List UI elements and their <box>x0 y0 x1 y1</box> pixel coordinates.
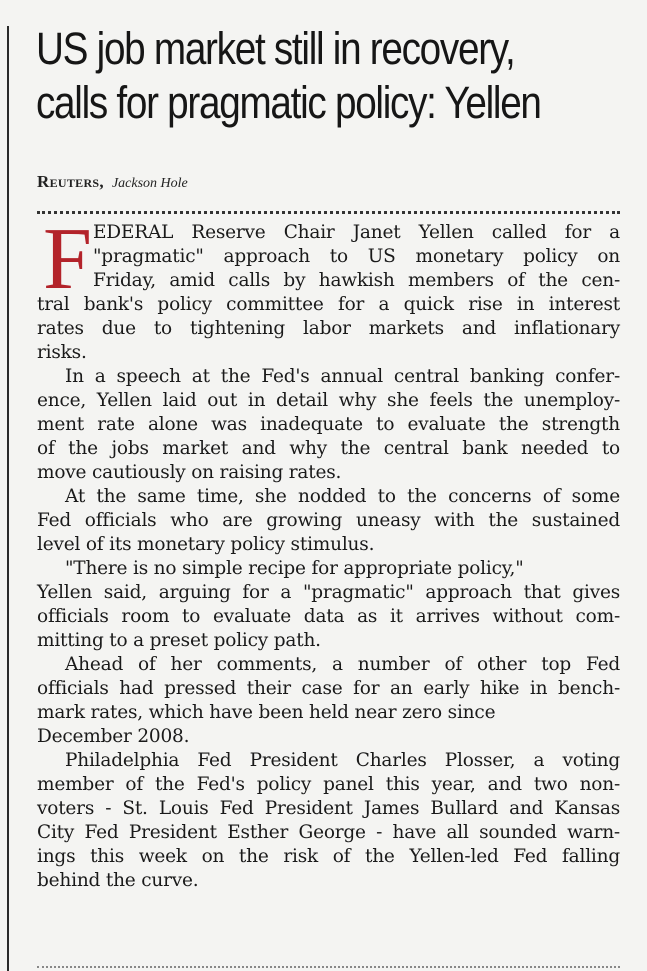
bottom-divider <box>37 966 620 968</box>
article-line: member of the Fed's policy panel this year, and two non- <box>37 774 620 795</box>
article-line: At the same time, she nodded to the concerns of some <box>65 486 620 507</box>
drop-cap: F <box>43 211 92 308</box>
article-line: "There is no simple recipe for appropriate policy," <box>65 558 524 579</box>
article-line: level of its monetary policy stimulus. <box>37 534 375 555</box>
article-line: officials room to evaluate data as it arrives without com- <box>37 606 620 627</box>
article-body <box>37 211 620 893</box>
article-line: Yellen said, arguing for a "pragmatic" approach that gives <box>37 582 620 603</box>
article-line: move cautiously on raising rates. <box>37 462 342 483</box>
article-line: "pragmatic" approach to US monetary policy on <box>93 246 620 267</box>
column-rule <box>7 26 9 971</box>
byline-dateline: Jackson Hole <box>111 176 188 191</box>
headline <box>36 22 552 130</box>
dotted-divider <box>37 211 620 214</box>
headline-line: US job market still in recovery, <box>36 23 515 74</box>
article-line: risks. <box>37 342 87 363</box>
article-line: ings this week on the risk of the Yellen-led Fed falling <box>37 846 620 867</box>
article-line: In a speech at the Fed's annual central banking confer- <box>65 366 620 387</box>
article-line: mark rates, which have been held near zero since <box>37 702 496 723</box>
article-line: voters - St. Louis Fed President James Bullard and Kansas <box>37 798 620 819</box>
article-line: of the jobs market and why the central bank needed to <box>37 438 620 459</box>
article-line: EDERAL Reserve Chair Janet Yellen called for a <box>93 222 620 243</box>
article-line: behind the curve. <box>37 870 199 891</box>
article-line: Fed officials who are growing uneasy with the sustained <box>37 510 620 531</box>
article-line: ment rate alone was inadequate to evaluate the strength <box>37 414 620 435</box>
article-line: December 2008. <box>37 726 190 747</box>
article-line: rates due to tightening labor markets and inflationary <box>37 318 620 339</box>
byline <box>37 172 188 192</box>
byline-agency: Reuters, <box>37 172 104 191</box>
article-line: Ahead of her comments, a number of other top Fed <box>65 654 620 675</box>
article-line: Friday, amid calls by hawkish members of the cen- <box>93 270 620 291</box>
article-line: Philadelphia Fed President Charles Plosser, a voting <box>65 750 620 771</box>
article-line: ence, Yellen laid out in detail why she feels the unemploy- <box>37 390 620 411</box>
article-line: mitting to a preset policy path. <box>37 630 321 651</box>
headline-line: calls for pragmatic policy: Yellen <box>36 77 541 128</box>
article-line: tral bank's policy committee for a quick rise in interest <box>37 294 620 315</box>
article-line: officials had pressed their case for an early hike in bench- <box>37 678 620 699</box>
article-line: City Fed President Esther George - have all sounded warn- <box>37 822 620 843</box>
